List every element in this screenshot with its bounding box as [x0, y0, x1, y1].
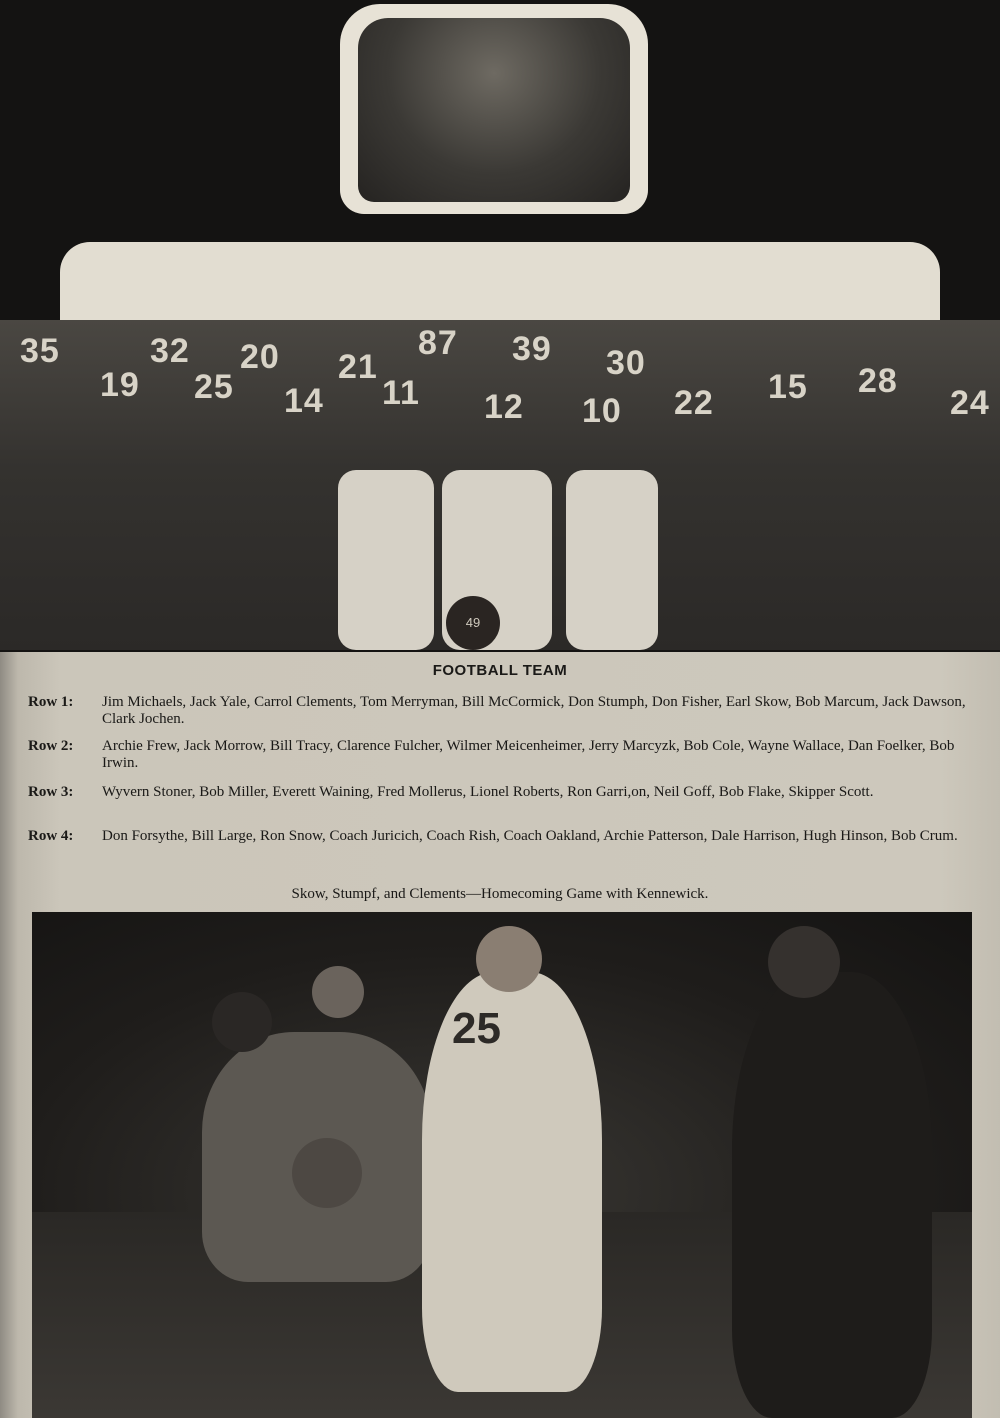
row-label: Row 4: [28, 828, 74, 844]
jersey-number: 32 [150, 332, 190, 370]
team-photo-band [0, 0, 1000, 652]
player-dark-jersey [732, 972, 932, 1418]
football-icon: 49 [446, 596, 500, 650]
helmet [312, 966, 364, 1018]
jersey-number: 22 [674, 384, 714, 422]
trophy-presentation-photo [340, 4, 648, 214]
homecoming-game-photo [32, 912, 972, 1418]
trophy-photo-image [358, 18, 630, 202]
jersey-number: 28 [858, 362, 898, 400]
helmet [292, 1138, 362, 1208]
manager-seated-left [338, 470, 434, 650]
game-photo-caption: Skow, Stumpf, and Clements—Homecoming Game with Kennewick. [291, 886, 709, 902]
row-label: Row 3: [28, 784, 74, 800]
caption-block [0, 652, 1000, 912]
jersey-number: 10 [582, 392, 622, 430]
manager-seated-right [566, 470, 658, 650]
jersey-number: 25 [452, 1004, 501, 1053]
jersey-number: 19 [100, 366, 140, 404]
jersey-number: 14 [284, 382, 324, 420]
row-names: Jim Michaels, Jack Yale, Carrol Clements, Tom Merryman, Bill McCormick, Don Stumph, Don Fisher, Earl Skow, Bob Marcum, Jack Dawson, Clark Jochen. [102, 694, 966, 727]
jersey-number: 15 [768, 368, 808, 406]
jersey-number: 30 [606, 344, 646, 382]
jersey-number: 25 [194, 368, 234, 406]
row-names: Don Forsythe, Bill Large, Ron Snow, Coach Juricich, Coach Rish, Coach Oakland, Archie Patterson, Dale Harrison, Hugh Hinson, Bob Crum. [102, 828, 958, 844]
row-names: Wyvern Stoner, Bob Miller, Everett Waining, Fred Mollerus, Lionel Roberts, Ron Garri,on, Neil Goff, Bob Flake, Skipper Scott. [102, 784, 874, 800]
jersey-number: 20 [240, 338, 280, 376]
helmet [768, 926, 840, 998]
row-label: Row 2: [28, 738, 74, 754]
jersey-number: 12 [484, 388, 524, 426]
helmet [476, 926, 542, 992]
jersey-number: 87 [418, 324, 458, 362]
jersey-number: 35 [20, 332, 60, 370]
row-label: Row 1: [28, 694, 74, 710]
section-title: FOOTBALL TEAM [432, 662, 568, 679]
jersey-number: 21 [338, 348, 378, 386]
helmet [212, 992, 272, 1052]
row-names: Archie Frew, Jack Morrow, Bill Tracy, Clarence Fulcher, Wilmer Meicenheimer, Jerry Marcyzk, Bob Cole, Wayne Wallace, Dan Foelker, Bob Irwin. [102, 738, 955, 771]
jersey-number: 24 [950, 384, 990, 422]
jersey-number: 39 [512, 330, 552, 368]
jersey-number: 11 [382, 374, 420, 412]
player-white-jersey [422, 972, 602, 1392]
